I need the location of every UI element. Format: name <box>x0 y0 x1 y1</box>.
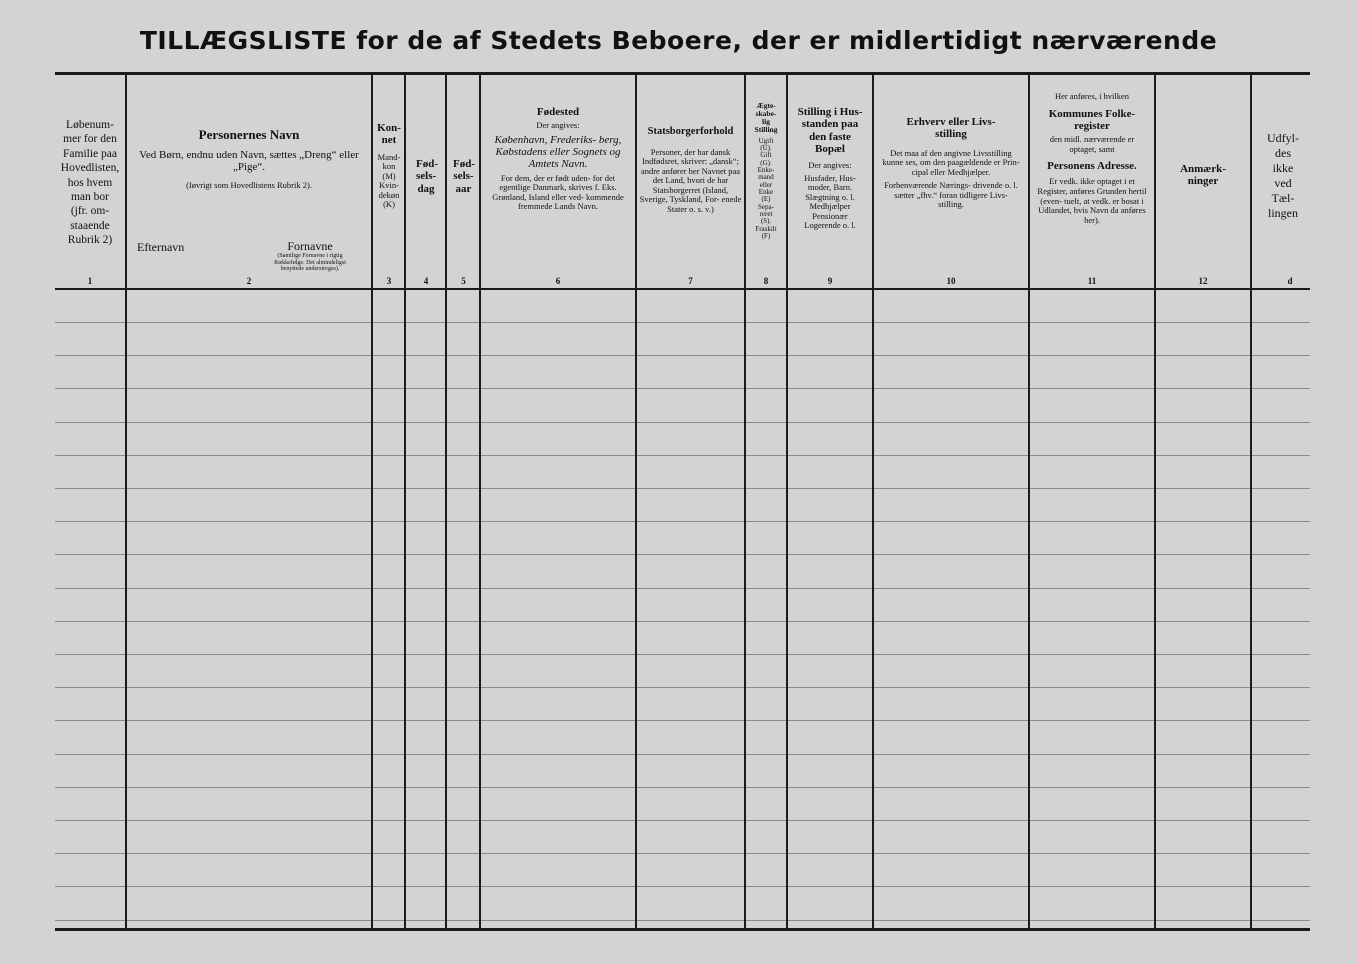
header-line: staaende <box>70 219 110 232</box>
header-line: Enke <box>758 187 774 196</box>
col-2-forenames-label: Fornavne (Samtlige Fornavne i rigtig Rækkefølge. Det almindeligst benyttede understreges). <box>274 240 346 273</box>
row-line <box>55 886 1310 887</box>
row-line <box>55 820 1310 821</box>
header-line: hos hvem <box>67 176 113 189</box>
row-line <box>55 588 1310 589</box>
col-2-note: Ved Børn, endnu uden Navn, sættes „Dreng“ eller „Pige“. <box>139 148 359 173</box>
column-number: 8 <box>763 276 769 286</box>
col-5-header: Fød- sels- aar <box>453 158 475 195</box>
col-1-header <box>55 118 125 318</box>
header-line: Enke- <box>757 165 775 174</box>
page-title: TILLÆGSLISTE for de af Stedets Beboere, der er midlertidigt nærværende <box>139 26 1218 55</box>
row-line <box>55 488 1310 489</box>
header-line: eller <box>759 180 773 189</box>
col-6-header: Fødested Der angives: København, Frederiks- berg, Købstadens eller Sognets og Amtets Navn. For dem, der er født uden- for det egentlige Danmark, skrives f. Eks. Grønland, Island eller ved- kommende fremmede Lands Navn. <box>492 106 624 212</box>
header-line: lingen <box>1268 206 1298 220</box>
header-line: mer for den <box>63 133 117 146</box>
row-line <box>55 455 1310 456</box>
header-line: mand <box>758 173 774 182</box>
header-line: man bor <box>70 190 109 203</box>
row-line <box>55 920 1310 921</box>
row-line <box>55 853 1310 854</box>
header-line: (E) <box>761 195 771 204</box>
header-line: Tæl- <box>1271 191 1295 205</box>
col-9-header: Stilling i Hus- standen paa den faste Bopæl Der angives: Husfader, Hus- moder, Barn. Slægtning o. l. Medhjælper Pensionær Logerende o. l. <box>797 106 863 231</box>
row-line <box>55 687 1310 688</box>
header-line: Gift <box>760 151 772 160</box>
bottom-rule <box>55 928 1310 931</box>
column-number: 12 <box>1198 276 1208 286</box>
row-line <box>55 521 1310 522</box>
header-line: (K) <box>383 199 395 210</box>
header-line: Rubrik 2) <box>67 234 113 246</box>
header-line: ved <box>1274 176 1292 190</box>
column-number: 1 <box>87 276 93 286</box>
column-number: 4 <box>423 276 429 286</box>
col-3-heading: Kon- net <box>377 122 401 147</box>
col-10-header: Erhverv eller Livs- stilling Det maa af den angivne Livsstilling kunne ses, om den paagældende er Prin- cipal eller Medhjælper. Forhenværende Nærings- drivende o. l. sætter „fhv.“ foran tidligere Livs- stilling. <box>882 116 1020 210</box>
col-12-header: Anmærk- ninger <box>1180 163 1226 188</box>
header-line: (F) <box>761 231 771 240</box>
column-number: 7 <box>688 276 693 286</box>
header-line: Mand- <box>377 151 401 162</box>
row-line <box>55 422 1310 423</box>
col-11-header: Her anføres, i hvilken Kommunes Folke- register den midl. nærværende er optaget, samt Personens Adresse. Er vedk. ikke optaget i et Register, anføres Grunden hertil (even- tuelt, at vedk. er bosat i Udlandet, hvis Navn da anføres her). <box>1037 92 1147 225</box>
header-line: (M) <box>382 170 396 181</box>
row-line <box>55 621 1310 622</box>
row-line <box>55 355 1310 356</box>
row-line <box>55 654 1310 655</box>
header-line: Udfyl- <box>1267 131 1299 145</box>
top-rule <box>55 72 1310 75</box>
header-line: dekøn <box>378 189 400 200</box>
col-2-note2: (Iøvrigt som Hovedlistens Rubrik 2). <box>186 180 312 191</box>
col-2-header <box>127 128 371 328</box>
col-2-surname-label: Efternavn <box>137 241 185 254</box>
column-number: 5 <box>461 276 466 286</box>
col-d-header <box>1252 131 1314 331</box>
header-line: (S). <box>760 217 772 226</box>
column-number: 10 <box>946 276 956 286</box>
col-3-header <box>373 122 405 322</box>
header-line: (G). <box>760 158 772 167</box>
col-7-header: Statsborgerforhold Personer, der har dansk Indfødsret, skriver: „dansk“; andre anfører her Navnet paa det Land, hvori de har Statsborgerret (Island, Sverige, Tyskland, For- enede Stater o. s. v.) <box>639 126 742 214</box>
column-number: 3 <box>386 276 392 286</box>
header-line: Hovedlisten, <box>60 162 120 175</box>
col-8-header: Ægte- skabe- lig Stilling Ugift (U). Gift (G). Enke- mand eller Enke (E) Sepa- reret (S). Fraskilt (F) <box>746 102 786 302</box>
column-number: 2 <box>246 276 252 286</box>
col-2-heading: Personernes Navn <box>198 128 300 142</box>
header-line: des <box>1275 146 1291 160</box>
header-line: ikke <box>1272 161 1294 175</box>
column-number: 11 <box>1087 276 1097 286</box>
header-line: Løbenum- <box>66 119 114 131</box>
column-number: d <box>1287 276 1293 286</box>
row-line <box>55 720 1310 721</box>
header-line: kon <box>382 161 396 172</box>
row-line <box>55 554 1310 555</box>
column-number: 9 <box>827 276 833 286</box>
header-line: (jfr. om- <box>70 205 110 218</box>
header-line: Kvin- <box>379 180 399 191</box>
header-line: Ugift <box>758 136 774 145</box>
header-line: Sepa- <box>758 202 774 211</box>
col-4-header: Fød- sels- dag <box>416 158 438 195</box>
header-line: Familie paa <box>63 147 117 160</box>
header-line: Fraskilt <box>755 224 777 233</box>
row-line <box>55 754 1310 755</box>
header-line: (U). <box>760 143 772 152</box>
row-line <box>55 388 1310 389</box>
header-line: reret <box>759 209 773 218</box>
column-number: 6 <box>555 276 561 286</box>
row-line <box>55 787 1310 788</box>
